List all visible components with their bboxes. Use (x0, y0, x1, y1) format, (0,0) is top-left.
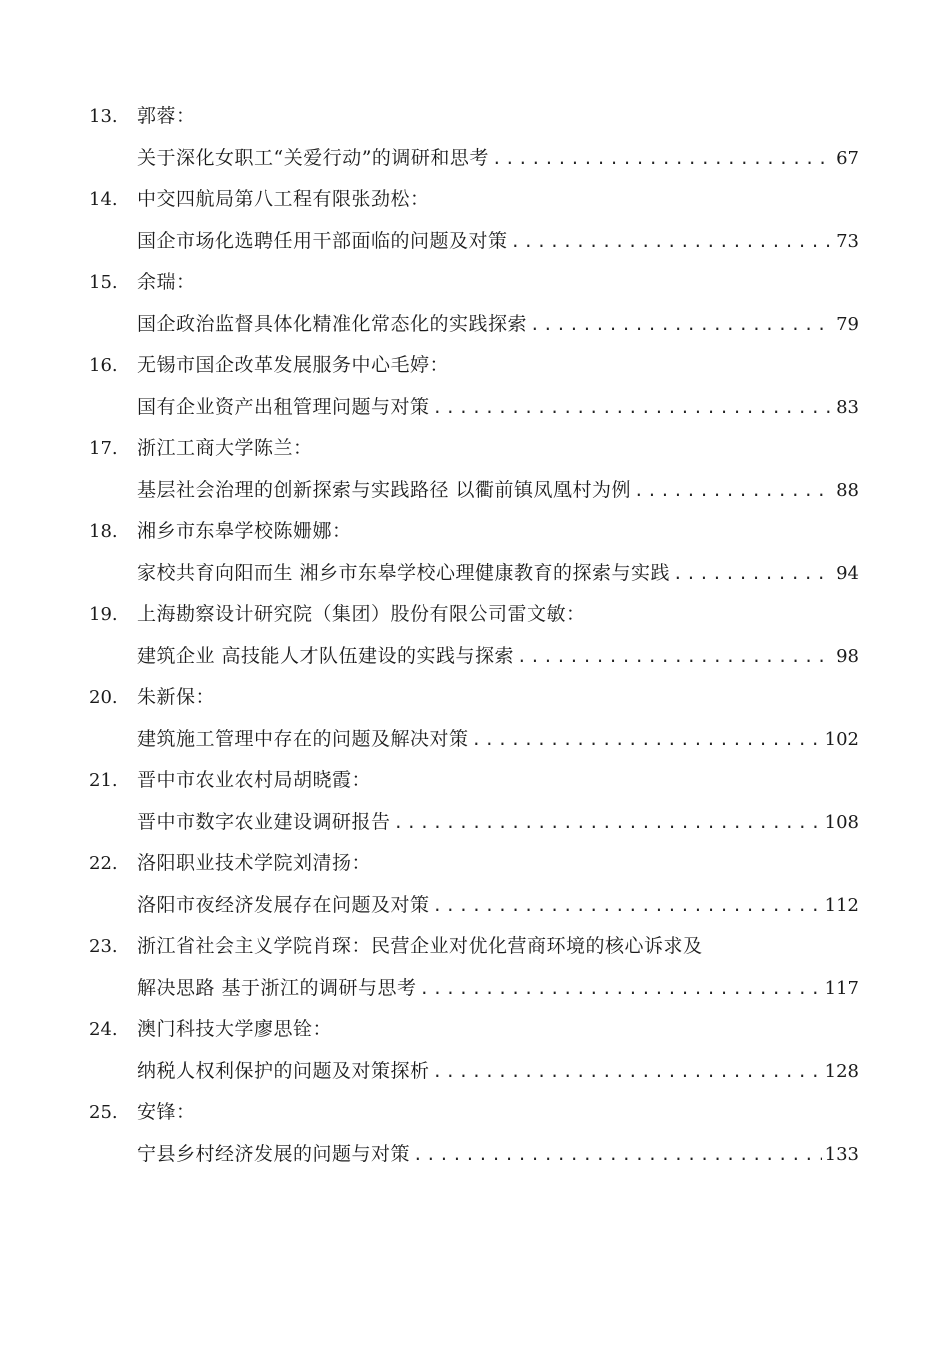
entry-page-number: 102 (824, 728, 859, 750)
entry-number: 22. (89, 853, 118, 874)
dot-leader (433, 1051, 822, 1093)
entry-page-number: 94 (836, 562, 859, 584)
entry-author: 上海勘察设计研究院（集团）股份有限公司雷文敏： (137, 603, 586, 625)
entry-page-number: 133 (824, 1143, 859, 1165)
entry-number: 17. (89, 438, 118, 459)
entry-number: 20. (89, 687, 118, 708)
toc-entry-21 (0, 760, 950, 843)
dot-leader (394, 802, 822, 844)
entry-title: 关于深化女职工“关爱行动”的调研和思考 (137, 146, 489, 169)
entry-page-number: 117 (824, 977, 859, 999)
toc-entry-16 (0, 345, 950, 428)
entry-number: 13. (89, 106, 118, 127)
entry-number: 25. (89, 1102, 118, 1123)
entry-author: 朱新保： (137, 686, 216, 708)
toc-entry-24 (0, 1009, 950, 1092)
entry-author: 余瑞： (137, 271, 196, 293)
entry-author: 澳门科技大学廖思铨： (137, 1018, 333, 1040)
entry-number: 24. (89, 1019, 118, 1040)
entry-page-number: 98 (836, 645, 859, 667)
dot-leader (420, 968, 822, 1010)
toc-entry-17 (0, 428, 950, 511)
entry-page-number: 83 (836, 396, 859, 418)
entry-page-number: 73 (836, 230, 859, 252)
entry-page-number: 88 (836, 479, 859, 501)
entry-author: 晋中市农业农村局胡晓霞： (137, 769, 372, 791)
entry-number: 16. (89, 355, 118, 376)
entry-number: 15. (89, 272, 118, 293)
entry-number: 14. (89, 189, 118, 210)
entry-title: 家校共育向阳而生 湘乡市东皋学校心理健康教育的探索与实践 (137, 561, 671, 584)
toc-entry-22 (0, 843, 950, 926)
dot-leader (433, 387, 834, 429)
entry-author: 无锡市国企改革发展服务中心毛婷： (137, 354, 450, 376)
dot-leader (472, 719, 822, 761)
entry-page-number: 79 (836, 313, 859, 335)
entry-page-number: 108 (824, 811, 859, 833)
entry-title: 洛阳市夜经济发展存在问题及对策 (137, 893, 430, 916)
toc-entry-15 (0, 262, 950, 345)
dot-leader (517, 636, 833, 678)
toc-entry-13 (0, 96, 950, 179)
entry-author: 安锋： (137, 1101, 196, 1123)
entry-page-number: 67 (836, 147, 859, 169)
entry-title: 基层社会治理的创新探索与实践路径 以衢前镇凤凰村为例 (137, 478, 632, 501)
entry-title: 建筑施工管理中存在的问题及解决对策 (137, 727, 469, 750)
entry-title: 晋中市数字农业建设调研报告 (137, 810, 391, 833)
toc-entry-18 (0, 511, 950, 594)
entry-title: 国有企业资产出租管理问题与对策 (137, 395, 430, 418)
entry-title: 建筑企业 高技能人才队伍建设的实践与探索 (137, 644, 515, 667)
dot-leader (492, 138, 833, 180)
entry-author: 湘乡市东皋学校陈姗娜： (137, 520, 352, 542)
dot-leader (634, 470, 833, 512)
entry-author: 郭蓉： (137, 105, 196, 127)
entry-title: 纳税人权利保护的问题及对策探析 (137, 1059, 430, 1082)
toc-entry-25 (0, 1092, 950, 1175)
entry-author: 浙江工商大学陈兰： (137, 437, 313, 459)
toc-entry-20 (0, 677, 950, 760)
toc-entry-23 (0, 926, 950, 1009)
dot-leader (530, 304, 833, 346)
toc-entry-14 (0, 179, 950, 262)
entry-number: 18. (89, 521, 118, 542)
entry-author: 洛阳职业技术学院刘清扬： (137, 852, 372, 874)
entry-title: 国企政治监督具体化精准化常态化的实践探索 (137, 312, 528, 335)
entry-number: 19. (89, 604, 118, 625)
dot-leader (433, 885, 822, 927)
dot-leader (413, 1134, 822, 1176)
entry-number: 23. (89, 936, 118, 957)
dot-leader (673, 553, 833, 595)
entry-author: 浙江省社会主义学院肖琛：民营企业对优化营商环境的核心诉求及 (137, 935, 703, 957)
entry-title: 解决思路 基于浙江的调研与思考 (137, 976, 417, 999)
entry-page-number: 128 (824, 1060, 859, 1082)
toc-entry-19 (0, 594, 950, 677)
entry-title: 宁县乡村经济发展的问题与对策 (137, 1142, 411, 1165)
entry-number: 21. (89, 770, 118, 791)
table-of-contents (0, 96, 950, 1175)
entry-author: 中交四航局第八工程有限张劲松： (137, 188, 430, 210)
entry-title: 国企市场化选聘任用干部面临的问题及对策 (137, 229, 508, 252)
dot-leader (511, 221, 834, 263)
entry-page-number: 112 (824, 894, 859, 916)
